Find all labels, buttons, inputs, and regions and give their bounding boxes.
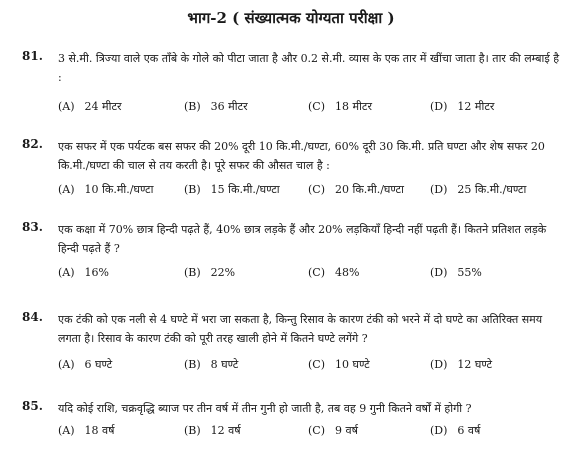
- option-label: (C): [308, 100, 325, 113]
- option-label: (B): [184, 358, 201, 371]
- option-a[interactable]: [58, 182, 153, 197]
- option-d[interactable]: [430, 423, 480, 438]
- page-title: भाग-2 ( संख्यात्मक योग्यता परीक्षा ): [187, 9, 395, 27]
- option-text: 55%: [457, 266, 482, 279]
- option-label: (A): [58, 100, 75, 113]
- option-c[interactable]: [308, 423, 358, 438]
- question-text: 3 से.मी. त्रिज्या वाले एक ताँबे के गोले को पीटा जाता है और 0.2 से.मी. व्यास के एक तार में खींचा जाता है। तार की लम्बाई है :: [58, 52, 560, 84]
- option-text: 12 मीटर: [457, 100, 495, 113]
- option-d[interactable]: [430, 357, 492, 372]
- option-a[interactable]: [58, 266, 109, 279]
- option-d[interactable]: [430, 182, 526, 197]
- option-label: (D): [430, 266, 448, 279]
- option-label: (D): [430, 183, 448, 196]
- question-text: एक टंकी को एक नली से 4 घण्टे में भरा जा सकता है, किन्तु रिसाव के कारण टंकी को भरने में दो घण्टे का अतिरिक्त समय लगता है। रिसाव के कारण टंकी को पूरी तरह खाली होने में कितने घण्टे लगेंगे ?: [58, 313, 543, 345]
- option-text: 48%: [335, 266, 360, 279]
- option-label: (D): [430, 424, 448, 437]
- option-text: 24 मीटर: [84, 100, 122, 113]
- option-label: (C): [308, 183, 325, 196]
- question-number: 85.: [22, 399, 43, 413]
- option-label: (C): [308, 424, 325, 437]
- option-text: 18 वर्ष: [84, 424, 115, 437]
- question-text: यदि कोई राशि, चक्रवृद्धि ब्याज पर तीन वर्ष में तीन गुनी हो जाती है, तब वह 9 गुनी कितने वर्षों में होगी ?: [58, 402, 472, 415]
- option-text: 9 वर्ष: [335, 424, 358, 437]
- option-b[interactable]: [184, 266, 235, 279]
- option-label: (B): [184, 266, 201, 279]
- question-text: एक कक्षा में 70% छात्र हिन्दी पढ़ते हैं, 40% छात्र लड़के हैं और 20% लड़कियाँ हिन्दी नहीं पढ़ती हैं। कितने प्रतिशत लड़के हिन्दी पढ़ते हैं ?: [58, 223, 547, 255]
- option-label: (A): [58, 266, 75, 279]
- options-row: [58, 423, 568, 441]
- question-text: एक सफर में एक पर्यटक बस सफर की 20% दूरी 10 कि.मी./घण्टा, 60% दूरी 30 कि.मी. प्रति घण्टा और शेष सफर 20 कि.मी./घण्टा की चाल से तय करती है। पूरे सफर की औसत चाल है :: [58, 140, 545, 172]
- option-label: (A): [58, 424, 75, 437]
- option-c[interactable]: [308, 357, 370, 372]
- option-text: 8 घण्टे: [210, 358, 239, 371]
- option-label: (B): [184, 100, 201, 113]
- option-d[interactable]: [430, 266, 482, 279]
- option-text: 10 कि.मी./घण्टा: [84, 183, 154, 196]
- option-text: 6 घण्टे: [84, 358, 113, 371]
- option-text: 15 कि.मी./घण्टा: [210, 183, 280, 196]
- option-text: 6 वर्ष: [457, 424, 481, 437]
- option-b[interactable]: [184, 99, 248, 114]
- options-row: [58, 99, 568, 117]
- option-label: (C): [308, 266, 325, 279]
- option-text: 25 कि.मी./घण्टा: [457, 183, 527, 196]
- question-number: 81.: [22, 49, 43, 63]
- option-a[interactable]: [58, 423, 115, 438]
- option-text: 36 मीटर: [210, 100, 248, 113]
- option-b[interactable]: [184, 357, 238, 372]
- option-text: 22%: [210, 266, 236, 279]
- option-text: 10 घण्टे: [335, 358, 370, 371]
- option-a[interactable]: [58, 99, 122, 114]
- option-a[interactable]: [58, 357, 112, 372]
- option-text: 16%: [84, 266, 109, 279]
- option-text: 12 वर्ष: [210, 424, 241, 437]
- option-b[interactable]: [184, 182, 280, 197]
- option-label: (A): [58, 183, 75, 196]
- option-text: 18 मीटर: [335, 100, 372, 113]
- option-label: (B): [184, 183, 201, 196]
- question-number: 84.: [22, 310, 43, 324]
- option-c[interactable]: [308, 266, 359, 279]
- option-text: 12 घण्टे: [457, 358, 493, 371]
- options-row: [58, 357, 568, 375]
- option-text: 20 कि.मी./घण्टा: [335, 183, 404, 196]
- question-number: 83.: [22, 220, 43, 234]
- option-d[interactable]: [430, 99, 494, 114]
- option-label: (D): [430, 100, 448, 113]
- option-label: (A): [58, 358, 75, 371]
- option-c[interactable]: [308, 182, 404, 197]
- options-row: [58, 266, 568, 284]
- option-b[interactable]: [184, 423, 241, 438]
- options-row: [58, 182, 568, 200]
- option-label: (B): [184, 424, 201, 437]
- option-c[interactable]: [308, 99, 372, 114]
- option-label: (C): [308, 358, 325, 371]
- option-label: (D): [430, 358, 448, 371]
- question-number: 82.: [22, 137, 43, 151]
